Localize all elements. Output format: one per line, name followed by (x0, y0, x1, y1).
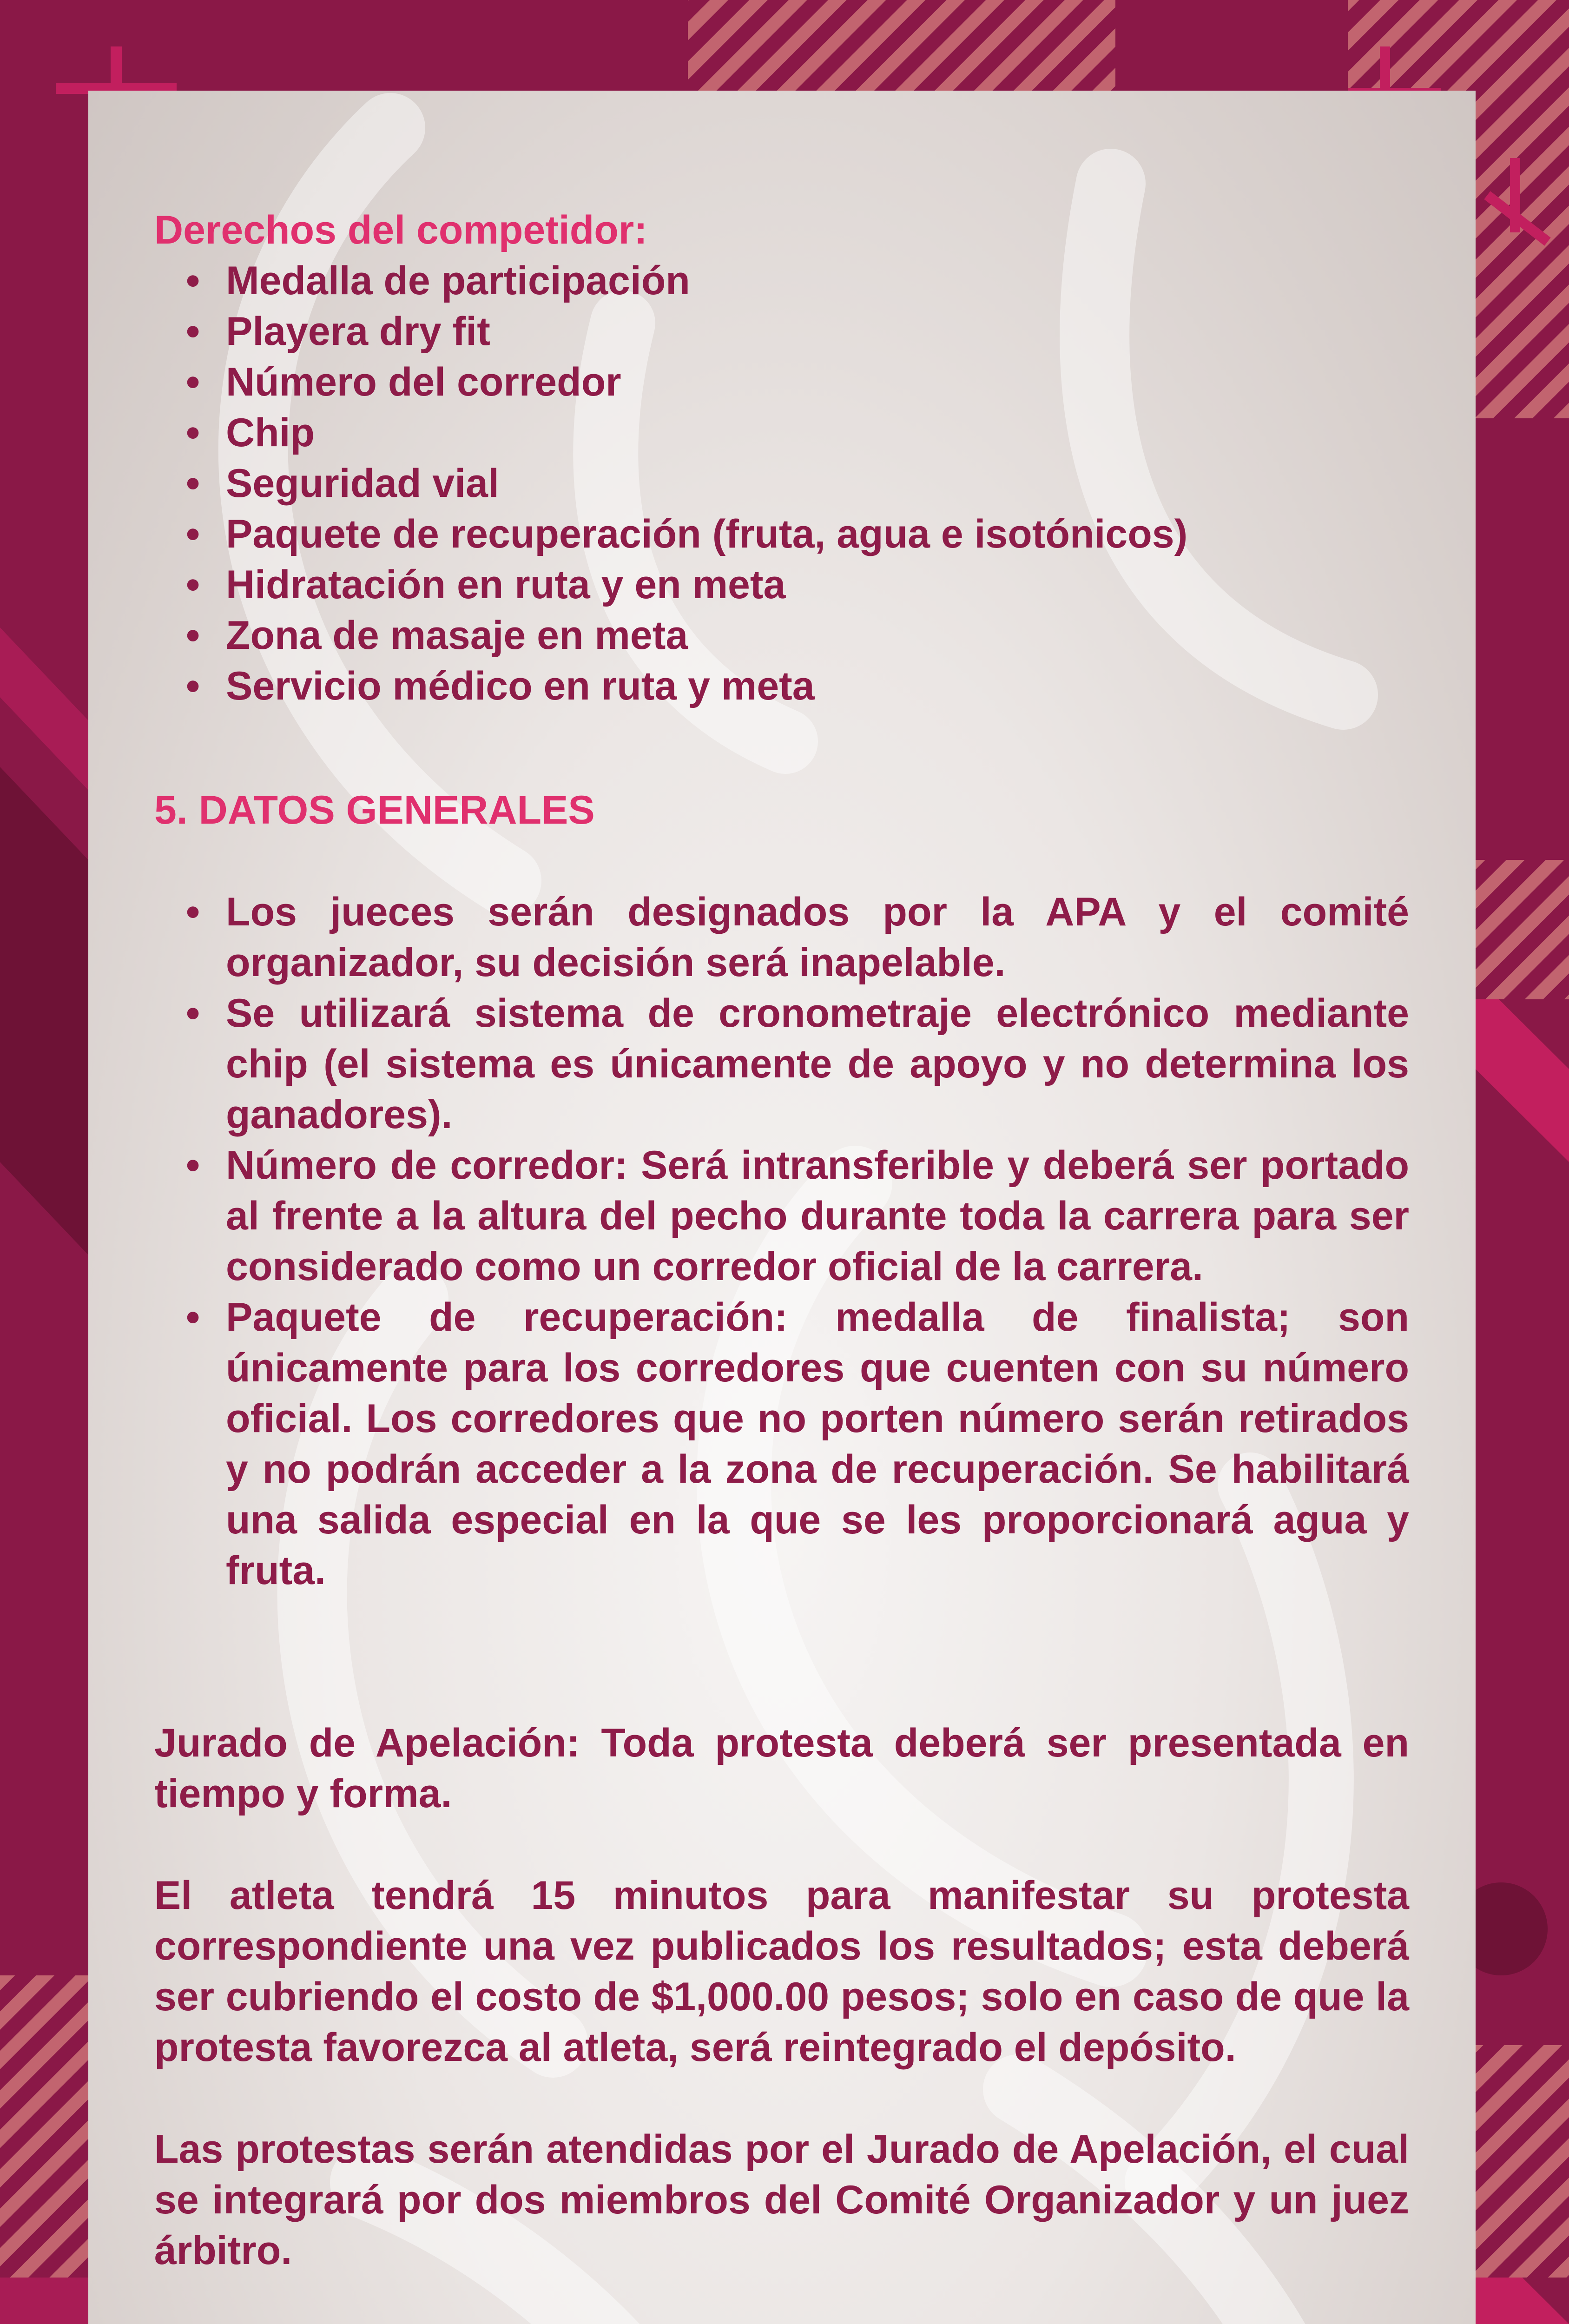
list-item: • Paquete de recuperación (fruta, agua e isotónicos) (154, 509, 1409, 560)
rights-heading: Derechos del competidor: (154, 208, 647, 252)
list-item: • Paquete de recuperación: medalla de finalista; son únicamente para los corredores que cuenten con su número oficial. Los corredores que no porten número serán retirados y no podrán acceder a la zona de recuperación. Se habilitará una salida especial en la que se les proporcionará agua y fruta. (154, 1292, 1409, 1596)
list-item: • Seguridad vial (154, 458, 1409, 509)
general-data-list (154, 887, 1409, 1596)
appeal-jury-paragraph: Las protestas serán atendidas por el Jurado de Apelación, el cual se integrará por dos miembros del Comité Organizador y un juez árbitro. (154, 2127, 1409, 2273)
list-item: • Los jueces serán designados por la APA y el comité organizador, su decisión será inapelable. (154, 887, 1409, 988)
list-item: • Número de corredor: Será intransferible y deberá ser portado al frente a la altura del pecho durante toda la carrera para ser considerado como un corredor oficial de la carrera. (154, 1140, 1409, 1292)
list-item: • Zona de masaje en meta (154, 610, 1409, 661)
protest-fee-paragraph: El atleta tendrá 15 minutos para manifestar su protesta correspondiente una vez publicados los resultados; esta deberá ser cubriendo el costo de $1,000.00 pesos; solo en caso de que la protesta favorezca al atleta, será reintegrado el depósito. (154, 1873, 1409, 2070)
list-item: • Se utilizará sistema de cronometraje electrónico mediante chip (el sistema es únicamente de apoyo y no determina los ganadores). (154, 988, 1409, 1140)
list-item: • Medalla de participación (154, 256, 1409, 306)
list-item: • Playera dry fit (154, 306, 1409, 357)
list-item: • Número del corredor (154, 357, 1409, 408)
document-content (154, 205, 1409, 2276)
list-item: • Hidratación en ruta y en meta (154, 560, 1409, 610)
general-data-heading: 5. DATOS GENERALES (154, 788, 595, 832)
list-item: • Servicio médico en ruta y meta (154, 661, 1409, 712)
appeal-paragraph: Jurado de Apelación: Toda protesta deberá ser presentada en tiempo y forma. (154, 1721, 1409, 1816)
rights-list (154, 256, 1409, 712)
list-item: • Chip (154, 408, 1409, 458)
content-card (88, 91, 1476, 2324)
